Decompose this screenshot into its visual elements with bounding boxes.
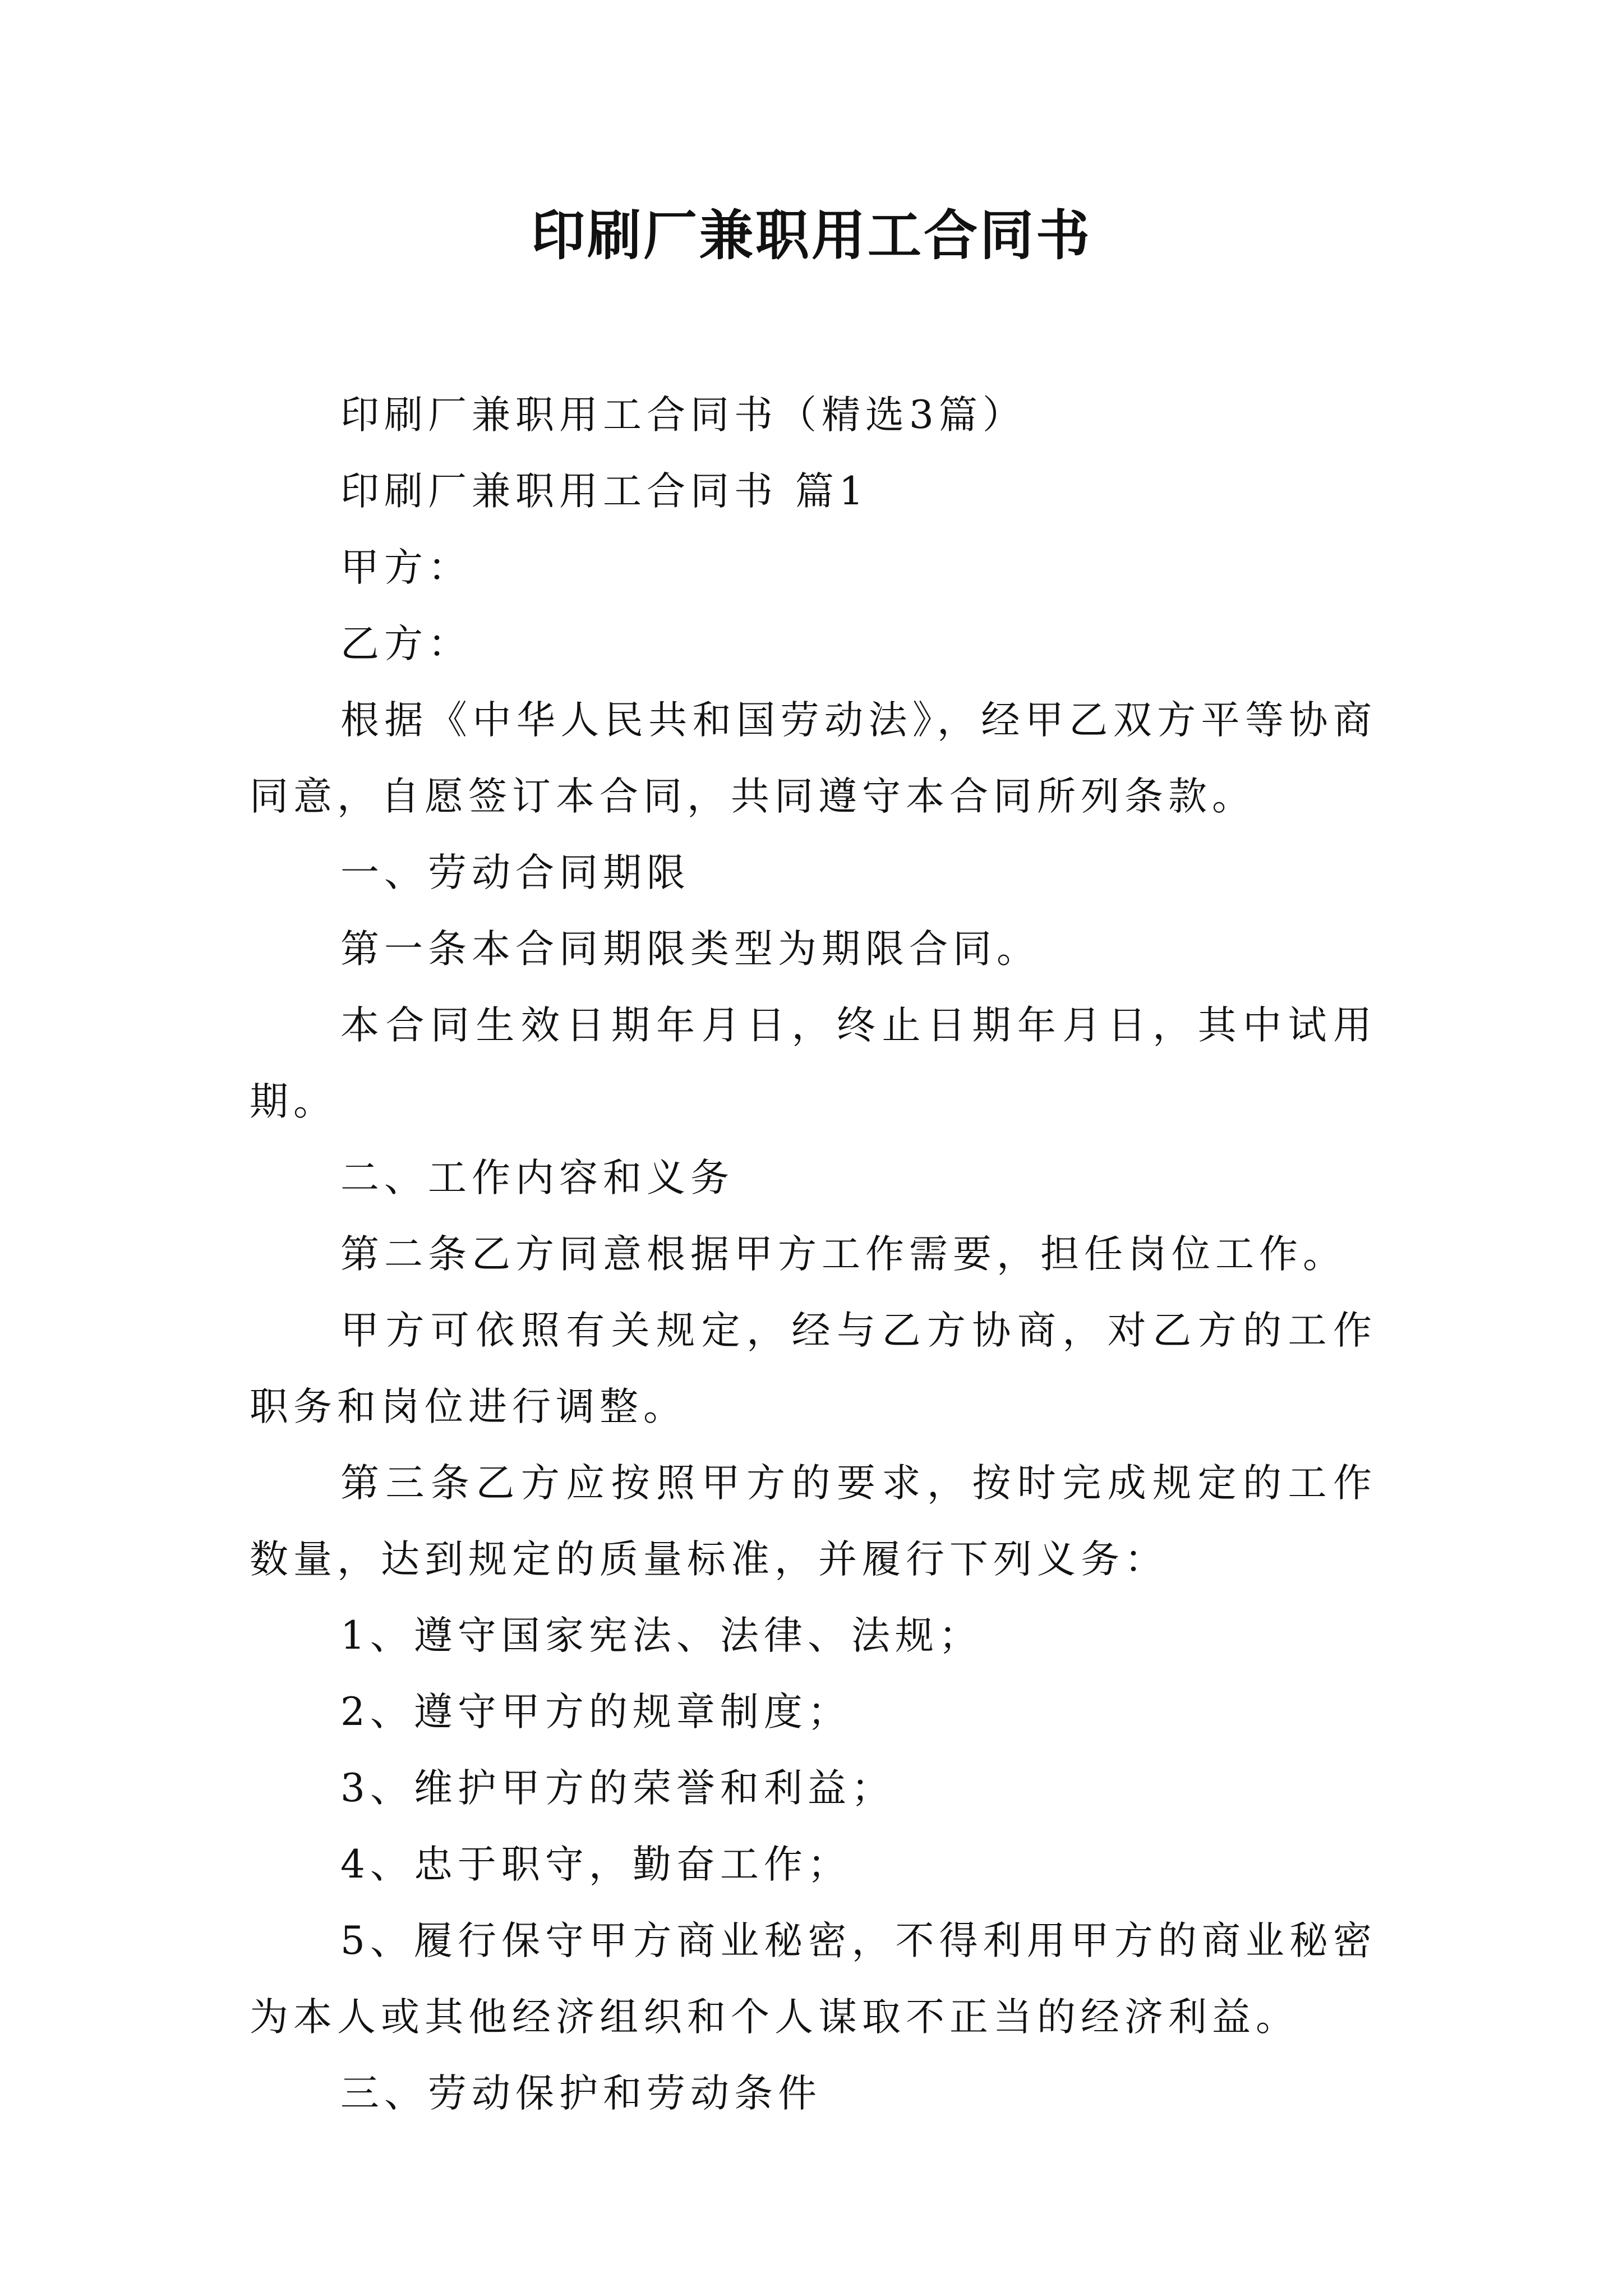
paragraph-section-heading: 印刷厂兼职用工合同书 篇1 [340, 469, 869, 514]
document-title: 印刷厂兼职用工合同书 [531, 204, 1092, 267]
paragraph-article-1: 第一条本合同期限类型为期限合同。 [340, 927, 1040, 972]
paragraph-party-b: 乙方： [340, 622, 472, 666]
paragraph-subtitle: 印刷厂兼职用工合同书（精选3篇） [340, 393, 1026, 438]
list-item: 5、履行保守甲方商业秘密，不得利用甲方的商业秘密为本人或其他经济组织和个人谋取不正当的经济利益。 [250, 1918, 1377, 2040]
paragraph-effective-date: 本合同生效日期年月日，终止日期年月日，其中试用期。 [250, 1003, 1377, 1124]
paragraph-heading-2: 二、工作内容和义务 [340, 1156, 734, 1200]
paragraph-heading-3: 三、劳动保护和劳动条件 [340, 2071, 822, 2116]
paragraph-article-2: 第二条乙方同意根据甲方工作需要，担任岗位工作。 [340, 1232, 1347, 1277]
paragraph-heading-1: 一、劳动合同期限 [340, 850, 690, 895]
list-item: 4、忠于职守，勤奋工作； [340, 1842, 851, 1887]
document-body [250, 377, 1377, 2132]
paragraph-article-3: 第三条乙方应按照甲方的要求，按时完成规定的工作数量，达到规定的质量标准，并履行下列义务： [250, 1461, 1377, 1582]
list-item: 2、遵守甲方的规章制度； [340, 1690, 851, 1734]
list-item: 3、维护甲方的荣誉和利益； [340, 1766, 895, 1811]
paragraph-party-a: 甲方： [340, 545, 472, 590]
paragraph-preamble: 根据《中华人民共和国劳动法》，经甲乙双方平等协商同意，自愿签订本合同，共同遵守本合同所列条款。 [250, 698, 1377, 819]
paragraph-job-adjustment: 甲方可依照有关规定，经与乙方协商，对乙方的工作职务和岗位进行调整。 [250, 1308, 1377, 1429]
list-item: 1、遵守国家宪法、法律、法规； [340, 1613, 983, 1658]
